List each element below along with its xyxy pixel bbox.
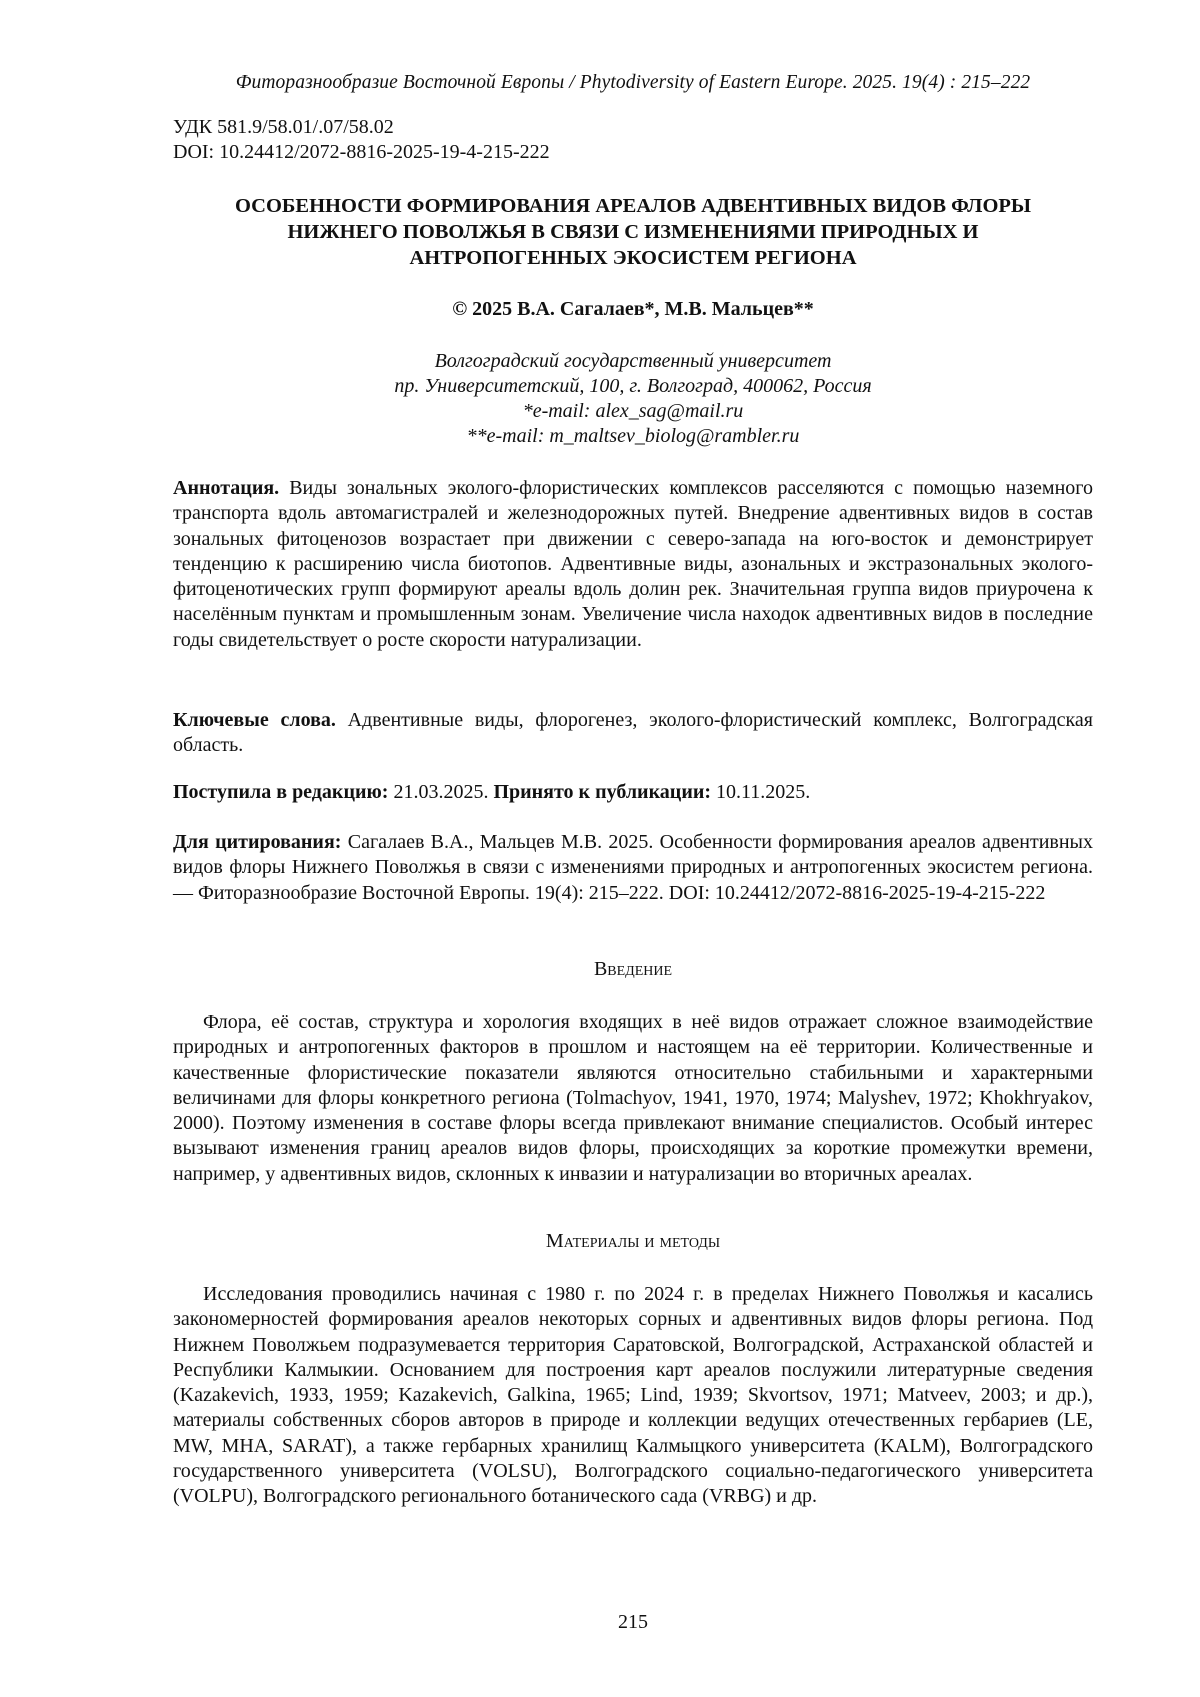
abstract [173,476,1093,653]
accepted-date: 10.11.2025. [716,781,810,803]
page-number: 215 [173,1611,1093,1634]
title-line: АНТРОПОГЕННЫХ ЭКОСИСТЕМ РЕГИОНА [173,245,1093,271]
journal-running-header: Фиторазнообразие Восточной Европы / Phytodiversity of Eastern Europe. 2025. 19(4) : 215–222 [173,72,1093,94]
email-second-author: **e-mail: m_maltsev_biolog@rambler.ru [173,424,1093,449]
methods-paragraph: Исследования проводились начиная с 1980 г. по 2024 г. в пределах Нижнего Поволжья и касались закономерностей формирования ареалов некоторых сорных и адвентивных видов флоры региона. Под Нижнем Поволжьем подразумевается территория Саратовской, Волгоградской, Астраханской областей и Республики Калмыкии. Основанием для построения карт ареалов послужили литературные сведения (Kazakevich, 1933, 1959; Kazakevich, Galkina, 1965; Lind, 1939; Skvortsov, 1971; Matveev, 2003; и др.), материалы собственных сборов авторов в природе и коллекции ведущих отечественных гербариев (LE, MW, MHA, SARAT), а также гербарных хранилищ Калмыцкого университета (KALM), Волгоградского государственного университета (VOLSU), Волгоградского социально-педагогического университета (VOLPU), Волгоградского регионального ботанического сада (VRBG) и др. [173,1282,1093,1510]
introduction-paragraph: Флора, её состав, структура и хорология входящих в неё видов отражает сложное взаимодействие природных и антропогенных факторов в прошлом и настоящем на её территории. Количественные и качественные флористические показатели являются относительно стабильными и характерными величинами для флоры конкретного региона (Tolmachyov, 1941, 1970, 1974; Malyshev, 1972; Khokhryakov, 2000). Поэтому изменения в составе флоры всегда привлекают внимание специалистов. Особый интерес вызывают изменения границ ареалов видов флоры, происходящих за короткие промежутки времени, например, у адвентивных видов, склонных к инвазии и натурализации во вторичных ареалах. [173,1010,1093,1187]
keywords-text: Адвентивные виды, флорогенез, эколого-флористический комплекс, Волгоградская область. [173,709,1093,756]
title-line: ОСОБЕННОСТИ ФОРМИРОВАНИЯ АРЕАЛОВ АДВЕНТИВНЫХ ВИДОВ ФЛОРЫ [173,193,1093,219]
dates [173,780,1093,805]
citation-text: Сагалаев В.А., Мальцев М.В. 2025. Особенности формирования ареалов адвентивных видов флоры Нижнего Поволжья в связи с изменениями природных и антропогенных экосистем региона. — Фиторазнообразие Восточной Европы. 19(4): 215–222. DOI: 10.24412/2072-8816-2025-19-4-215-222 [173,831,1093,904]
keywords-label: Ключевые слова. [173,709,336,731]
authors: © 2025 В.А. Сагалаев*, М.В. Мальцев** [173,298,1093,321]
abstract-label: Аннотация. [173,477,279,499]
methods-heading: Материалы и методы [173,1230,1093,1253]
title-line: НИЖНЕГО ПОВОЛЖЬЯ В СВЯЗИ С ИЗМЕНЕНИЯМИ ПРИРОДНЫХ И [173,219,1093,245]
udc-doi-block [173,115,550,165]
citation-label: Для цитирования: [173,831,341,853]
received-label: Поступила в редакцию: [173,781,388,803]
received-date: 21.03.2025. [393,781,488,803]
accepted-label: Принято к публикации: [493,781,711,803]
affiliation-address: пр. Университетский, 100, г. Волгоград, 400062, Россия [173,374,1093,399]
udc-code: УДК 581.9/58.01/.07/58.02 [173,115,550,140]
citation [173,830,1093,906]
doi: DOI: 10.24412/2072-8816-2025-19-4-215-222 [173,140,550,165]
keywords [173,708,1093,759]
affiliation-institution: Волгоградский государственный университет [173,349,1093,374]
email-first-author: *e-mail: alex_sag@mail.ru [173,399,1093,424]
article-title [173,193,1093,271]
introduction-heading: Введение [173,958,1093,981]
abstract-text: Виды зональных эколого-флористических комплексов расселяются с помощью наземного транспорта вдоль автомагистралей и железнодорожных путей. Внедрение адвентивных видов в состав зональных фитоценозов возрастает при движении с северо-запада на юго-восток и демонстрирует тенденцию к расширению числа биотопов. Адвентивные виды, азональных и экстразональных эколого-фитоценотических групп формируют ареалы вдоль долин рек. Значительная группа видов приурочена к населённым пунктам и промышленным зонам. Увеличение числа находок адвентивных видов в последние годы свидетельствует о росте скорости натурализации. [173,477,1093,651]
affiliation [173,349,1093,449]
